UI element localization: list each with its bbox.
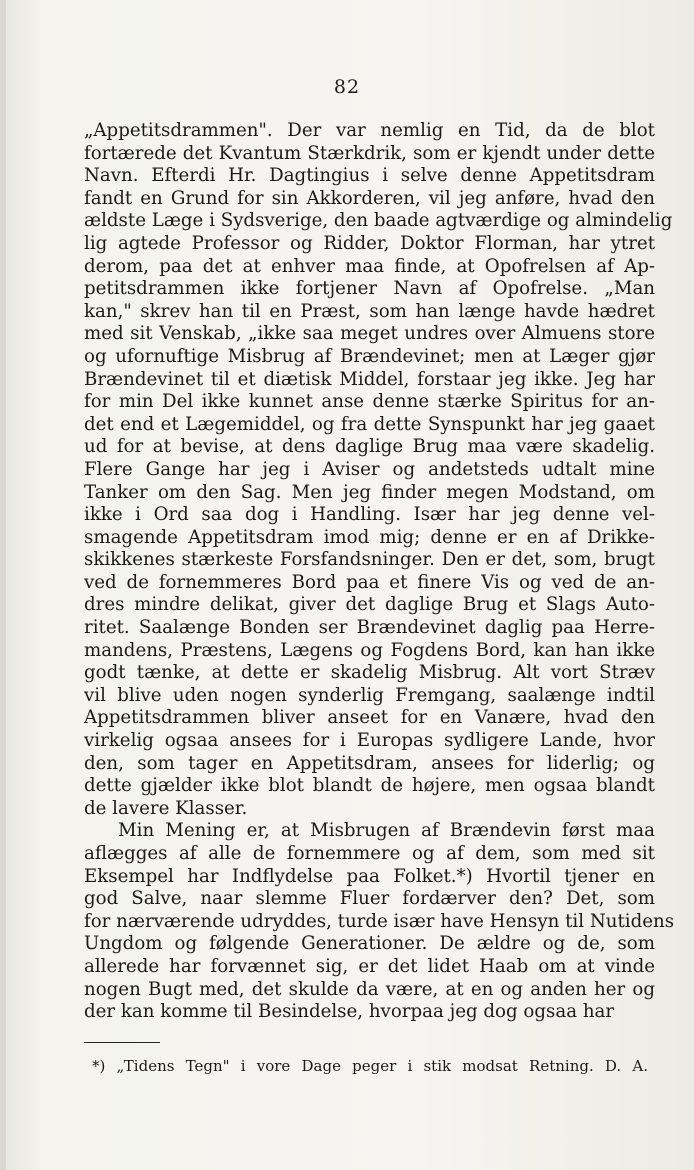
text-line: Brændevinet til et diætisk Middel, forstaar jeg ikke. Jeg har xyxy=(84,368,655,390)
text-line: der kan komme til Besindelse, hvorpaa jeg dog ogsaa har xyxy=(84,1001,615,1023)
text-line: mandens, Præstens, Lægens og Fogdens Bord, kan han ikke xyxy=(84,639,655,661)
text-line: lig agtede Professor og Ridder, Doktor Florman, har ytret xyxy=(84,232,655,254)
text-line: ikke i Ord saa dog i Handling. Især har jeg denne vel- xyxy=(84,504,655,526)
text-line: aflægges af alle de fornemmere og af dem, som med sit xyxy=(84,843,655,864)
text-line: kan," skrev han til en Præst, som han længe havde hædret xyxy=(84,300,655,322)
text-line: virkelig ogsaa ansees for i Europas sydligere Lande, hvor xyxy=(84,730,655,752)
text-line: fandt en Grund for sin Akkorderen, vil jeg anføre, hvad den xyxy=(84,187,655,209)
text-line: nogen Bugt med, det skulde da være, at en og anden her og xyxy=(84,978,655,1000)
page-edge-shadow xyxy=(0,0,6,1170)
text-line: fortærede det Kvantum Stærkdrik, som er kjendt under dette xyxy=(84,142,655,164)
text-line: ritet. Saalænge Bonden ser Brændevinet daglig paa Herre- xyxy=(84,617,655,639)
text-line: med sit Venskab, „ikke saa meget undres over Almuens store xyxy=(84,323,655,345)
text-line: det end et Lægemiddel, og fra dette Synspunkt har jeg gaaet xyxy=(84,413,655,435)
text-line: ved de fornemmeres Bord paa et finere Vis og ved de an- xyxy=(84,571,655,593)
text-line: for nærværende udryddes, turde især have Hensyn til Nutidens xyxy=(84,910,675,932)
text-line: Navn. Efterdi Hr. Dagtingius i selve denne Appetitsdram xyxy=(84,165,655,187)
text-line: Ungdom og følgende Generationer. De ældre og de, som xyxy=(84,933,655,955)
paragraph xyxy=(84,120,673,820)
text-line: Tanker om den Sag. Men jeg finder megen Modstand, om xyxy=(84,481,655,503)
text-line: Appetitsdrammen bliver anseet for en Vanære, hvad den xyxy=(84,707,655,729)
text-line: for min Del ikke kunnet anse denne stærke Spiritus for an- xyxy=(84,391,655,413)
text-line: ældste Læge i Sydsverige, den baade agtværdige og almindelig xyxy=(84,210,673,232)
text-line: og ufornuftige Misbrug af Brændevinet; men at Læger gjør xyxy=(84,345,655,367)
text-line: smagende Appetitsdram imod mig; denne er en af Drikke- xyxy=(84,526,655,548)
text-line: ud for at bevise, at dens daglige Brug maa være skadelig. xyxy=(84,436,655,458)
text-line: dette gjælder ikke blot blandt de højere, men ogsaa blandt xyxy=(84,775,655,797)
body-text xyxy=(84,120,675,1024)
text-line: den, som tager en Appetitsdram, ansees for liderlig; og xyxy=(84,752,655,774)
footnote-separator xyxy=(84,1042,160,1043)
text-line: derom, paa det at enhver maa finde, at Opofrelsen af Ap- xyxy=(84,255,655,277)
text-line: Eksempel har Indflydelse paa Folket.*) Hvortil tjener en xyxy=(84,865,655,887)
paragraph xyxy=(84,820,675,1023)
text-line: de lavere Klasser. xyxy=(84,797,248,819)
text-line: dres mindre delikat, giver det daglige Brug et Slags Auto- xyxy=(84,594,655,616)
text-line: „Appetitsdrammen". Der var nemlig en Tid, da de blot xyxy=(84,120,655,141)
text-line: petitsdrammen ikke fortjener Navn af Opofrelse. „Man xyxy=(84,278,655,300)
text-line: Flere Gange har jeg i Aviser og andetsteds udtalt mine xyxy=(84,458,655,480)
text-line: Min Mening er, at Misbrugen af Brændevin først maa xyxy=(118,820,655,842)
text-line: godt tænke, at dette er skadelig Misbrug. Alt vort Stræv xyxy=(84,662,655,684)
text-line: skikkenes stærkeste Forsfandsninger. Den er det, som, brugt xyxy=(84,549,655,571)
footnote: *) „Tidens Tegn" i vore Dage peger i stik modsat Retning. D. A. xyxy=(92,1057,648,1075)
text-line: vil blive uden nogen synderlig Fremgang, saalænge indtil xyxy=(84,684,655,706)
page-number: 82 xyxy=(333,76,361,98)
text-line: god Salve, naar slemme Fluer fordærver den? Det, som xyxy=(84,888,655,910)
text-line: allerede har forvænnet sig, er det lidet Haab om at vinde xyxy=(84,955,655,977)
